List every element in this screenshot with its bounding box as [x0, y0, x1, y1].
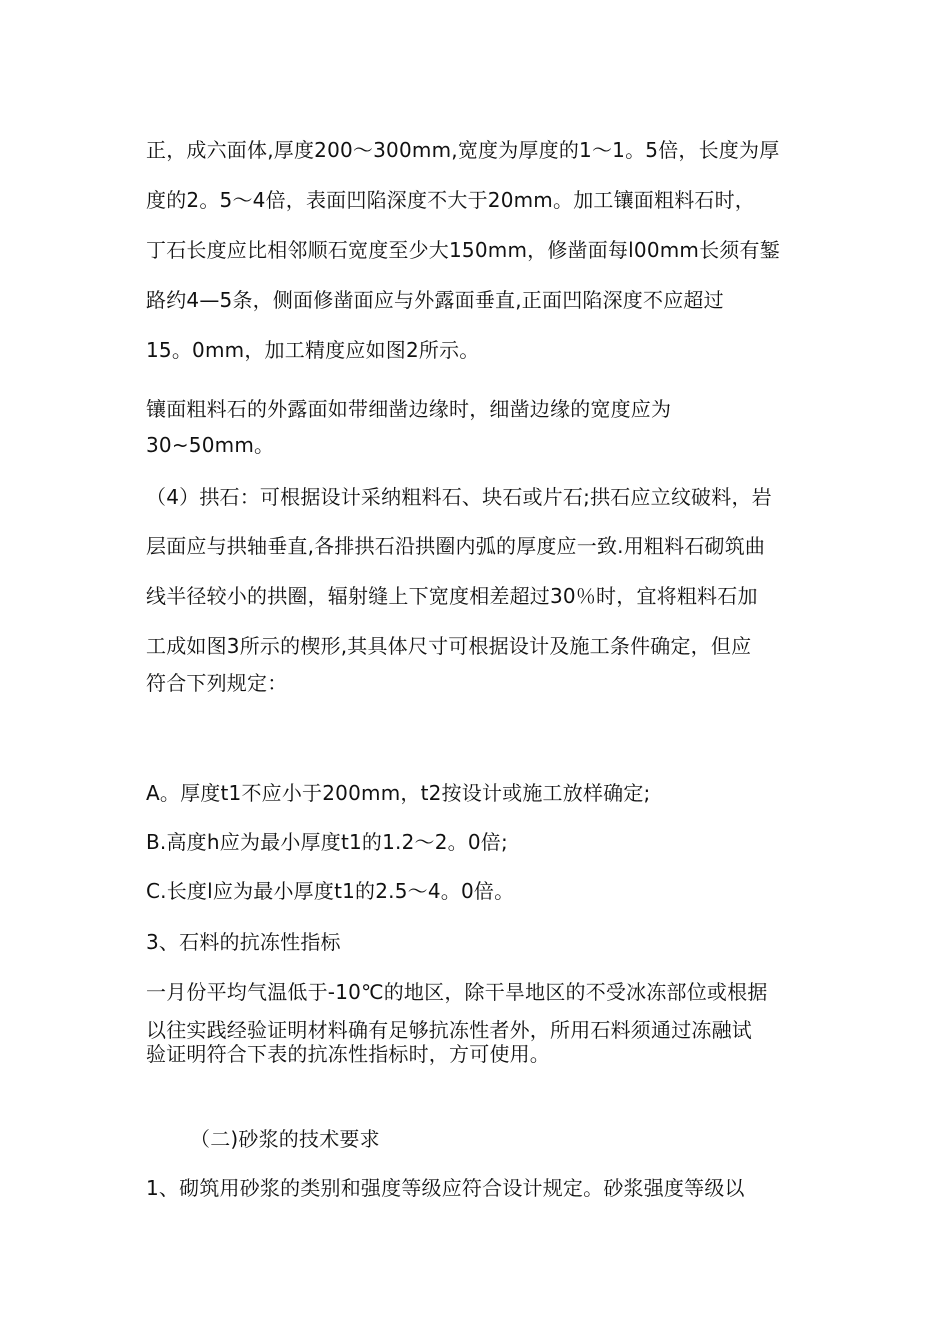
text-line-17: 一月份平均气温低于-10℃的地区，除干旱地区的不受冰冻部位或根据 [146, 980, 768, 1004]
text-line-11: 工成如图3所示的楔形,其具体尺寸可根据设计及施工条件确定，但应 [146, 634, 752, 658]
text-line-13: A。厚度t1不应小于200mm，t2按设计或施工放样确定; [146, 781, 651, 805]
text-line-2: 度的2。5～4倍，表面凹陷深度不大于20mm。加工镶面粗料石时， [146, 188, 755, 212]
text-line-8: （4）拱石：可根据设计采纳粗料石、块石或片石;拱石应立纹破料，岩 [146, 485, 772, 509]
text-line-7: 30~50mm。 [146, 433, 275, 457]
text-line-15: C.长度l应为最小厚度t1的2.5～4。0倍。 [146, 879, 515, 903]
text-line-4: 路约4—5条，侧面修凿面应与外露面垂直,正面凹陷深度不应超过 [146, 288, 724, 312]
text-line-18: 以往实践经验证明材料确有足够抗冻性者外，所用石料须通过冻融试 [146, 1018, 752, 1042]
text-line-14: B.高度h应为最小厚度t1的1.2～2。0倍; [146, 830, 508, 854]
text-line-12: 符合下列规定： [146, 671, 288, 695]
text-line-3: 丁石长度应比相邻顺石宽度至少大150mm，修凿面每l00mm长须有錾 [146, 238, 780, 262]
text-line-5: 15。0mm，加工精度应如图2所示。 [146, 338, 480, 362]
text-line-21: 1、砌筑用砂浆的类别和强度等级应符合设计规定。砂浆强度等级以 [146, 1176, 745, 1200]
text-line-19: 验证明符合下表的抗冻性指标时，方可使用。 [146, 1042, 550, 1066]
text-line-16: 3、石料的抗冻性指标 [146, 930, 341, 954]
section-heading: （二)砂浆的技术要求 [190, 1127, 380, 1151]
text-line-10: 线半径较小的拱圈，辐射缝上下宽度相差超过30％时，宜将粗料石加 [146, 584, 758, 608]
text-line-6: 镶面粗料石的外露面如带细凿边缘时，细凿边缘的宽度应为 [146, 397, 672, 421]
text-line-9: 层面应与拱轴垂直,各排拱石沿拱圈内弧的厚度应一致.用粗料石砌筑曲 [146, 534, 766, 558]
text-line-1: 正，成六面体,厚度200～300mm,宽度为厚度的1～1。5倍，长度为厚 [146, 138, 780, 162]
